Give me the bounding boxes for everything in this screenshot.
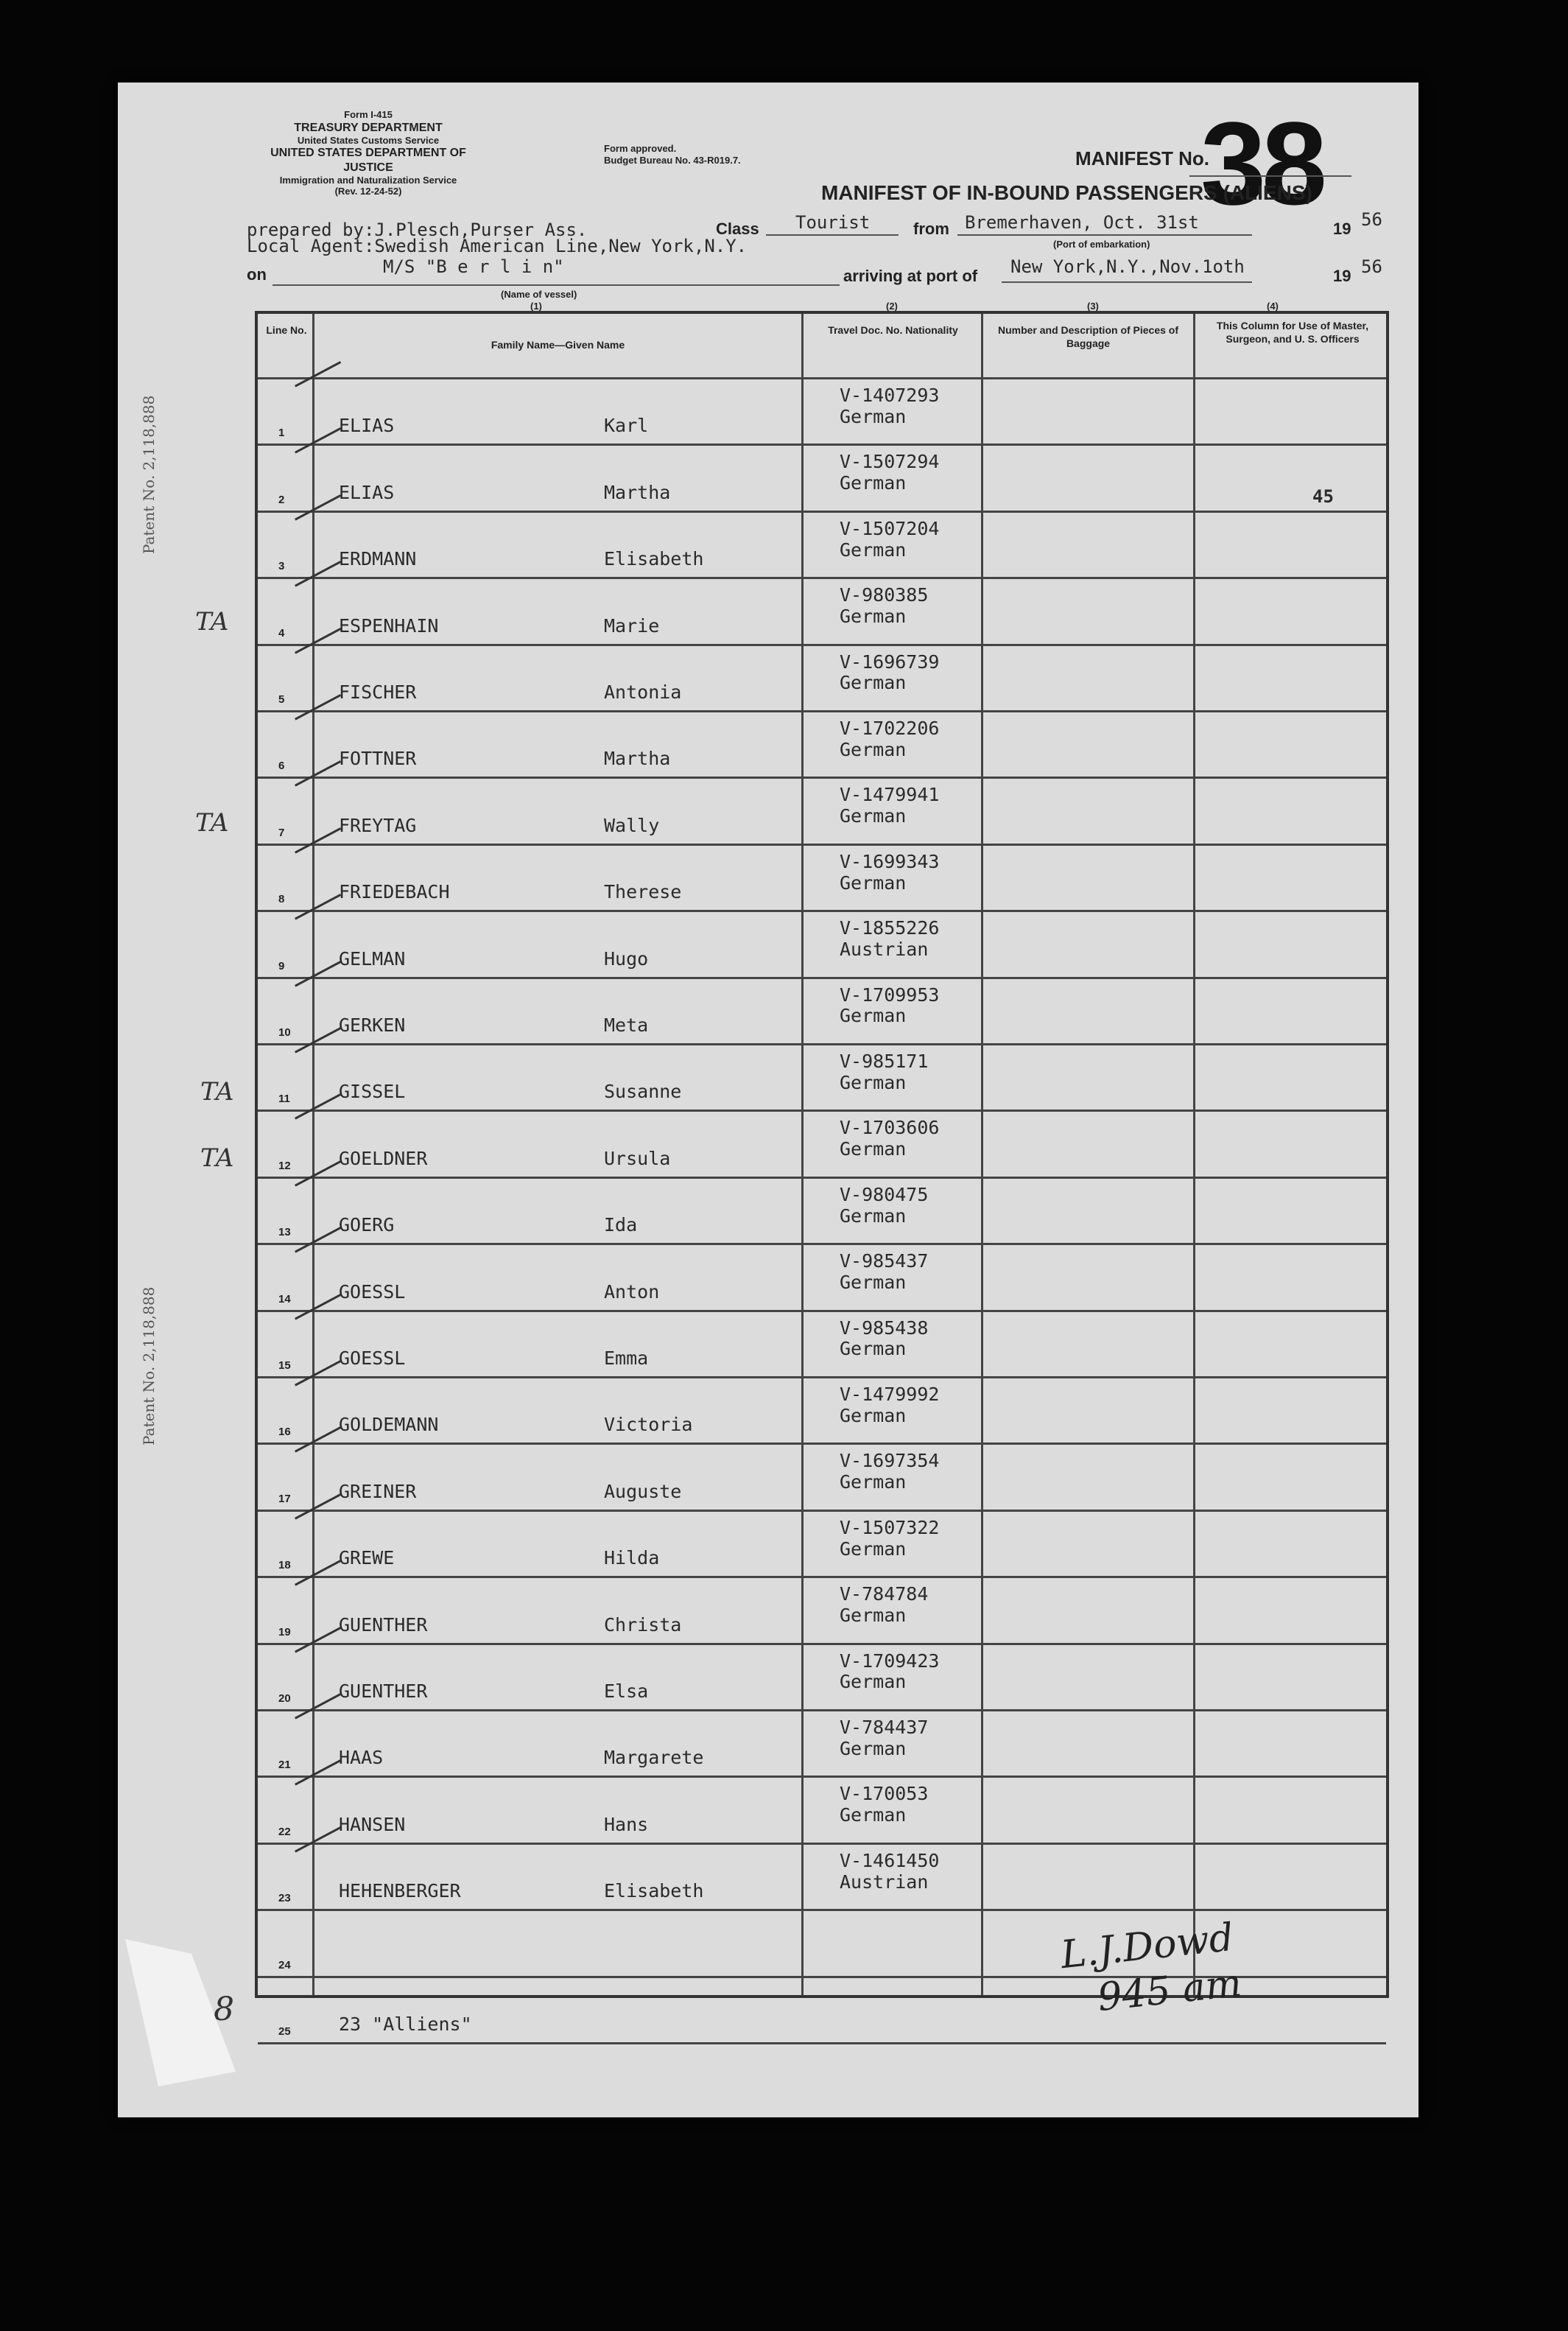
margin-ta-3: TA [200,1077,234,1107]
family-name: HEHENBERGER [339,1880,461,1902]
table-row [258,1578,1386,1644]
nationality: German [840,805,907,827]
from-value: Bremerhaven, Oct. 31st [965,212,1199,233]
table-row [258,1645,1386,1711]
table-row [258,646,1386,712]
manifest-title: MANIFEST OF IN-BOUND PASSENGERS (ALIENS) [821,181,1312,204]
col4-number: (4) [1267,301,1279,312]
nationality: German [840,1604,907,1626]
given-name: Victoria [604,1414,693,1436]
travel-doc [840,585,928,628]
justice-dept: UNITED STATES DEPARTMENT OF JUSTICE [270,147,466,174]
embark-note: (Port of embarkation) [1053,239,1150,250]
row-number: 2 [278,493,285,506]
given-name: Elisabeth [604,548,704,570]
officer-signature: L.J.Dowd [1058,1915,1236,1978]
travel-doc-number: V-1703606 [840,1117,940,1139]
travel-doc-number: V-980475 [840,1183,929,1205]
vessel-name: M/S "B e r l i n" [383,256,564,277]
family-name: GOERG [339,1214,395,1236]
table-row [258,1045,1386,1112]
treasury-dept: TREASURY DEPARTMENT [294,121,443,134]
travel-doc [840,1651,939,1694]
row-number: 23 [278,1892,291,1905]
travel-doc-number: V-980385 [840,584,929,606]
col-officers-header: This Column for Use of Master, Surgeon, and U. S. Officers [1216,320,1369,345]
row-number: 11 [278,1093,290,1106]
family-name: GREINER [339,1480,417,1502]
row-number: 22 [278,1825,291,1838]
row-number: 10 [278,1026,291,1039]
row-number: 17 [278,1492,291,1505]
given-name: Karl [604,415,649,437]
ins-service: Immigration and Naturalization Service [279,174,457,186]
travel-doc-number: V-170053 [840,1783,929,1805]
nationality: German [840,605,907,627]
row-number: 14 [278,1292,291,1305]
nationality: German [840,1671,907,1693]
travel-doc [840,1784,928,1826]
family-name: FRIEDEBACH [339,881,450,903]
table-row [258,846,1386,912]
travel-doc-number: V-784437 [840,1717,929,1738]
given-name: Susanne [604,1081,682,1103]
nationality: Austrian [840,1871,929,1893]
family-name: HANSEN [339,1813,406,1835]
table-row [258,779,1386,845]
col-line-header: Line No. [266,324,307,336]
local-agent: Local Agent:Swedish American Line,New York,N.Y. [247,236,748,256]
family-name: GOESSL [339,1347,406,1369]
travel-doc [840,1584,928,1627]
row-number: 9 [278,959,285,972]
nationality: German [840,1071,907,1093]
table-row [258,1445,1386,1511]
margin-ta-4: TA [200,1143,234,1173]
travel-doc [840,785,939,827]
vessel-line [273,284,840,286]
from-label: from [913,220,949,238]
row-number: 15 [278,1359,291,1372]
travel-doc-number: V-1696739 [840,651,940,673]
row-number: 16 [278,1426,291,1439]
row-number: 7 [278,826,285,839]
travel-doc-number: V-784784 [840,1583,929,1605]
officer-signature-time: 945 am [1095,1960,1244,2021]
row-number: 8 [278,893,285,906]
nationality: German [840,1205,907,1227]
travel-doc [840,718,939,761]
check-mark [295,361,358,418]
given-name: Auguste [604,1480,682,1502]
row-number: 12 [278,1159,291,1172]
margin-ta-1: TA [195,607,229,637]
nationality: German [840,1005,907,1027]
family-name: GREWE [339,1547,395,1569]
nationality: German [840,1271,907,1293]
table-row [258,1112,1386,1178]
travel-doc-number: V-1709953 [840,984,940,1006]
travel-doc [840,1851,939,1893]
travel-doc-number: V-1699343 [840,850,940,872]
given-name: Margarete [604,1747,704,1769]
travel-doc-number: V-1709423 [840,1650,940,1672]
family-name: FOTTNER [339,748,417,770]
family-name: GOESSL [339,1280,406,1303]
row-number: 5 [278,693,285,706]
given-name: Martha [604,748,671,770]
nationality: German [840,1538,907,1560]
given-name: Anton [604,1280,660,1303]
row-number: 20 [278,1692,291,1705]
row-number: 25 [278,2025,291,2038]
table-row [258,513,1386,579]
year1: 56 [1361,209,1382,230]
travel-doc [840,1318,928,1361]
nationality: German [840,1404,907,1426]
travel-doc [840,1384,939,1427]
nationality: German [840,872,907,894]
family-name: ESPENHAIN [339,614,439,637]
form-header-left [250,109,486,197]
travel-doc [840,1251,928,1294]
row-number: 19 [278,1625,291,1638]
row-number: 3 [278,560,285,573]
patent-stamp-1: Patent No. 2,118,888 [140,395,158,554]
class-value: Tourist [795,212,871,233]
family-name: GELMAN [339,947,406,970]
vessel-note: (Name of vessel) [501,289,577,300]
travel-doc-number: V-985171 [840,1051,929,1072]
given-name: Hans [604,1813,649,1835]
row-number: 18 [278,1559,291,1572]
col3-number: (3) [1087,301,1099,312]
travel-doc-number: V-1479941 [840,784,940,806]
travel-doc [840,452,939,494]
family-name: ERDMANN [339,548,417,570]
arrival-port: New York,N.Y.,Nov.1oth [1010,256,1245,277]
col1-number: (1) [530,301,542,312]
margin-ta-2: TA [195,808,229,838]
manifest-number-line [1189,175,1351,177]
table-row [258,1845,1386,1911]
class-line [766,234,899,236]
travel-doc-number: V-1407293 [840,385,940,406]
nationality: German [840,472,907,494]
table-row [258,1312,1386,1378]
nationality: German [840,405,907,427]
travel-doc [840,385,939,428]
travel-doc [840,1451,939,1493]
table-row [258,579,1386,645]
family-name: GISSEL [339,1081,406,1103]
table-row [258,912,1386,978]
given-name: Hugo [604,947,649,970]
given-name: Elisabeth [604,1880,704,1902]
table-row [258,1245,1386,1311]
budget-bureau: Budget Bureau No. 43-R019.7. [604,154,741,166]
travel-doc-number: V-1507294 [840,451,940,473]
nationality: German [840,1138,907,1160]
nationality: German [840,1804,907,1826]
given-name: Meta [604,1014,649,1036]
family-name: GERKEN [339,1014,406,1036]
nationality: Austrian [840,938,929,960]
col2-number: (2) [886,301,898,312]
passenger-table [255,311,1389,2038]
family-name: HAAS [339,1747,384,1769]
travel-doc-number: V-1697354 [840,1450,940,1472]
prepared-by: prepared by:J.Plesch,Purser Ass. [247,220,588,240]
family-name: GOLDEMANN [339,1414,439,1436]
arrival-line [1002,281,1252,283]
given-name: Martha [604,481,671,503]
class-label: Class [716,220,759,238]
given-name: Elsa [604,1680,649,1702]
col-doc-header: Travel Doc. No. Nationality [828,324,958,336]
table-row [258,712,1386,779]
table-row [258,1378,1386,1445]
manifest-number: 38 [1200,97,1323,229]
year2-prefix: 19 [1333,267,1351,285]
form-revision: (Rev. 12-24-52) [334,186,402,197]
customs-service: United States Customs Service [297,134,440,146]
row-number: 24 [278,1958,291,1971]
family-name: 23 "Alliens" [339,2013,472,2035]
travel-doc [840,852,939,894]
given-name: Emma [604,1347,649,1369]
travel-doc-number: V-1507322 [840,1516,940,1538]
travel-doc-number: V-985438 [840,1317,929,1339]
arriving-label: arriving at port of [843,267,978,285]
row-number: 21 [278,1759,291,1772]
patent-stamp-2: Patent No. 2,118,888 [140,1286,158,1445]
table-row [258,446,1386,512]
nationality: German [840,1471,907,1493]
row-number: 4 [278,626,285,639]
travel-doc-number: V-1479992 [840,1384,940,1405]
given-name: Marie [604,614,660,637]
travel-doc-number: V-1461450 [840,1849,940,1871]
travel-doc-number: V-1855226 [840,917,940,939]
manifest-label: MANIFEST No. [1075,147,1209,169]
nationality: German [840,672,907,694]
travel-doc [840,918,939,961]
form-number: Form I-415 [344,109,393,120]
travel-doc-number: V-985437 [840,1250,929,1272]
travel-doc-number: V-1702206 [840,718,940,739]
given-name: Therese [604,881,682,903]
travel-doc [840,1185,928,1227]
travel-doc [840,519,939,561]
travel-doc [840,1717,928,1760]
family-name: GUENTHER [339,1680,428,1702]
nationality: German [840,539,907,561]
officer-note: 45 [1312,486,1334,507]
travel-doc [840,985,939,1028]
nationality: German [840,738,907,760]
travel-doc [840,1118,939,1160]
travel-doc [840,652,939,695]
given-name: Ursula [604,1147,671,1169]
given-name: Christa [604,1613,682,1636]
family-name: FISCHER [339,681,417,703]
family-name: ELIAS [339,415,395,437]
table-row [258,379,1386,446]
given-name: Wally [604,814,660,836]
given-name: Hilda [604,1547,660,1569]
family-name: ELIAS [339,481,395,503]
manifest-page [118,83,1418,2117]
col-name-header: Family Name—Given Name [491,339,625,351]
travel-doc [840,1518,939,1560]
table-row [258,1711,1386,1778]
corner-mark: 8 [214,1991,234,2028]
year2: 56 [1361,256,1382,277]
table-row [258,1179,1386,1245]
col-baggage-header: Number and Description of Pieces of Baggage [997,324,1179,349]
given-name: Antonia [604,681,682,703]
table-row [258,1778,1386,1844]
table-row [258,979,1386,1045]
family-name: GUENTHER [339,1613,428,1636]
family-name: GOELDNER [339,1147,428,1169]
approval-text: Form approved. [604,143,677,154]
row-number: 6 [278,760,285,773]
travel-doc [840,1051,928,1094]
table-row [258,1512,1386,1578]
nationality: German [840,1737,907,1759]
nationality: German [840,1338,907,1360]
year1-prefix: 19 [1333,220,1351,238]
family-name: FREYTAG [339,814,417,836]
from-line [957,234,1252,236]
travel-doc-number: V-1507204 [840,517,940,539]
row-number: 1 [278,427,285,440]
row-number: 13 [278,1226,291,1239]
form-approval [604,143,741,166]
given-name: Ida [604,1214,638,1236]
on-label: on [247,265,267,284]
